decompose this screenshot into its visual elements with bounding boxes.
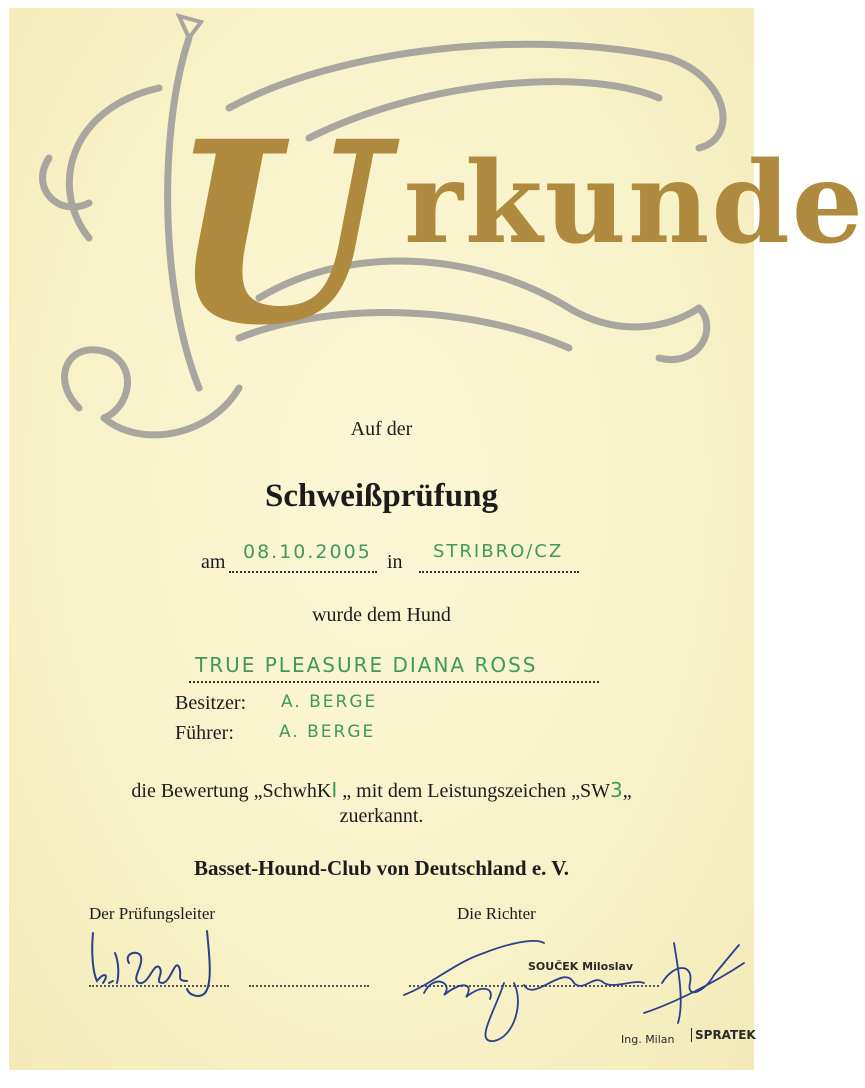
handler-value: A. BERGE <box>279 722 376 742</box>
place-value: STRIBRO/CZ <box>433 541 564 562</box>
date-line <box>229 541 377 573</box>
intro-text: Auf der <box>350 418 413 440</box>
date-value: 08.10.2005 <box>243 541 372 563</box>
judge2-stamp: SPRATEK <box>691 1028 756 1042</box>
performance-value: 3 <box>609 778 623 802</box>
exam-leader-label: Der Prüfungsleiter <box>89 904 216 923</box>
handler-label: Führer: <box>175 722 234 744</box>
dog-name: TRUE PLEASURE DIANA ROSS <box>195 653 538 677</box>
extra-signature-line <box>249 983 369 987</box>
exam-title: Schweißprüfung <box>265 478 498 514</box>
rating-prefix: die Bewertung „SchwhK <box>131 780 332 802</box>
heading-rest: rkunde <box>404 138 865 269</box>
dog-label: wurde dem Hund <box>312 604 451 626</box>
rating-line <box>9 778 754 803</box>
place-line <box>419 541 579 573</box>
judges-label: Die Richter <box>457 904 536 923</box>
exam-leader-signature <box>79 923 239 1003</box>
date-label: am <box>201 551 226 573</box>
rating-suffix: „ <box>622 780 632 802</box>
owner-value: A. BERGE <box>281 692 378 712</box>
dog-name-line <box>189 651 599 683</box>
owner-label: Besitzer: <box>175 692 247 714</box>
club-name: Basset-Hound-Club von Deutschland e. V. <box>194 856 569 880</box>
place-label: in <box>387 551 403 573</box>
awarded-text: zuerkannt. <box>339 805 424 827</box>
judge2-prefix: Ing. Milan <box>621 1033 675 1046</box>
judge1-stamp: SOUČEK Miloslav <box>528 960 634 973</box>
certificate-page <box>9 8 865 1070</box>
certificate-heading <box>49 48 865 380</box>
heading-initial: U <box>169 86 388 380</box>
rating-value: I <box>331 778 338 802</box>
rating-middle: „ mit dem Leistungszeichen „SW <box>337 780 610 802</box>
